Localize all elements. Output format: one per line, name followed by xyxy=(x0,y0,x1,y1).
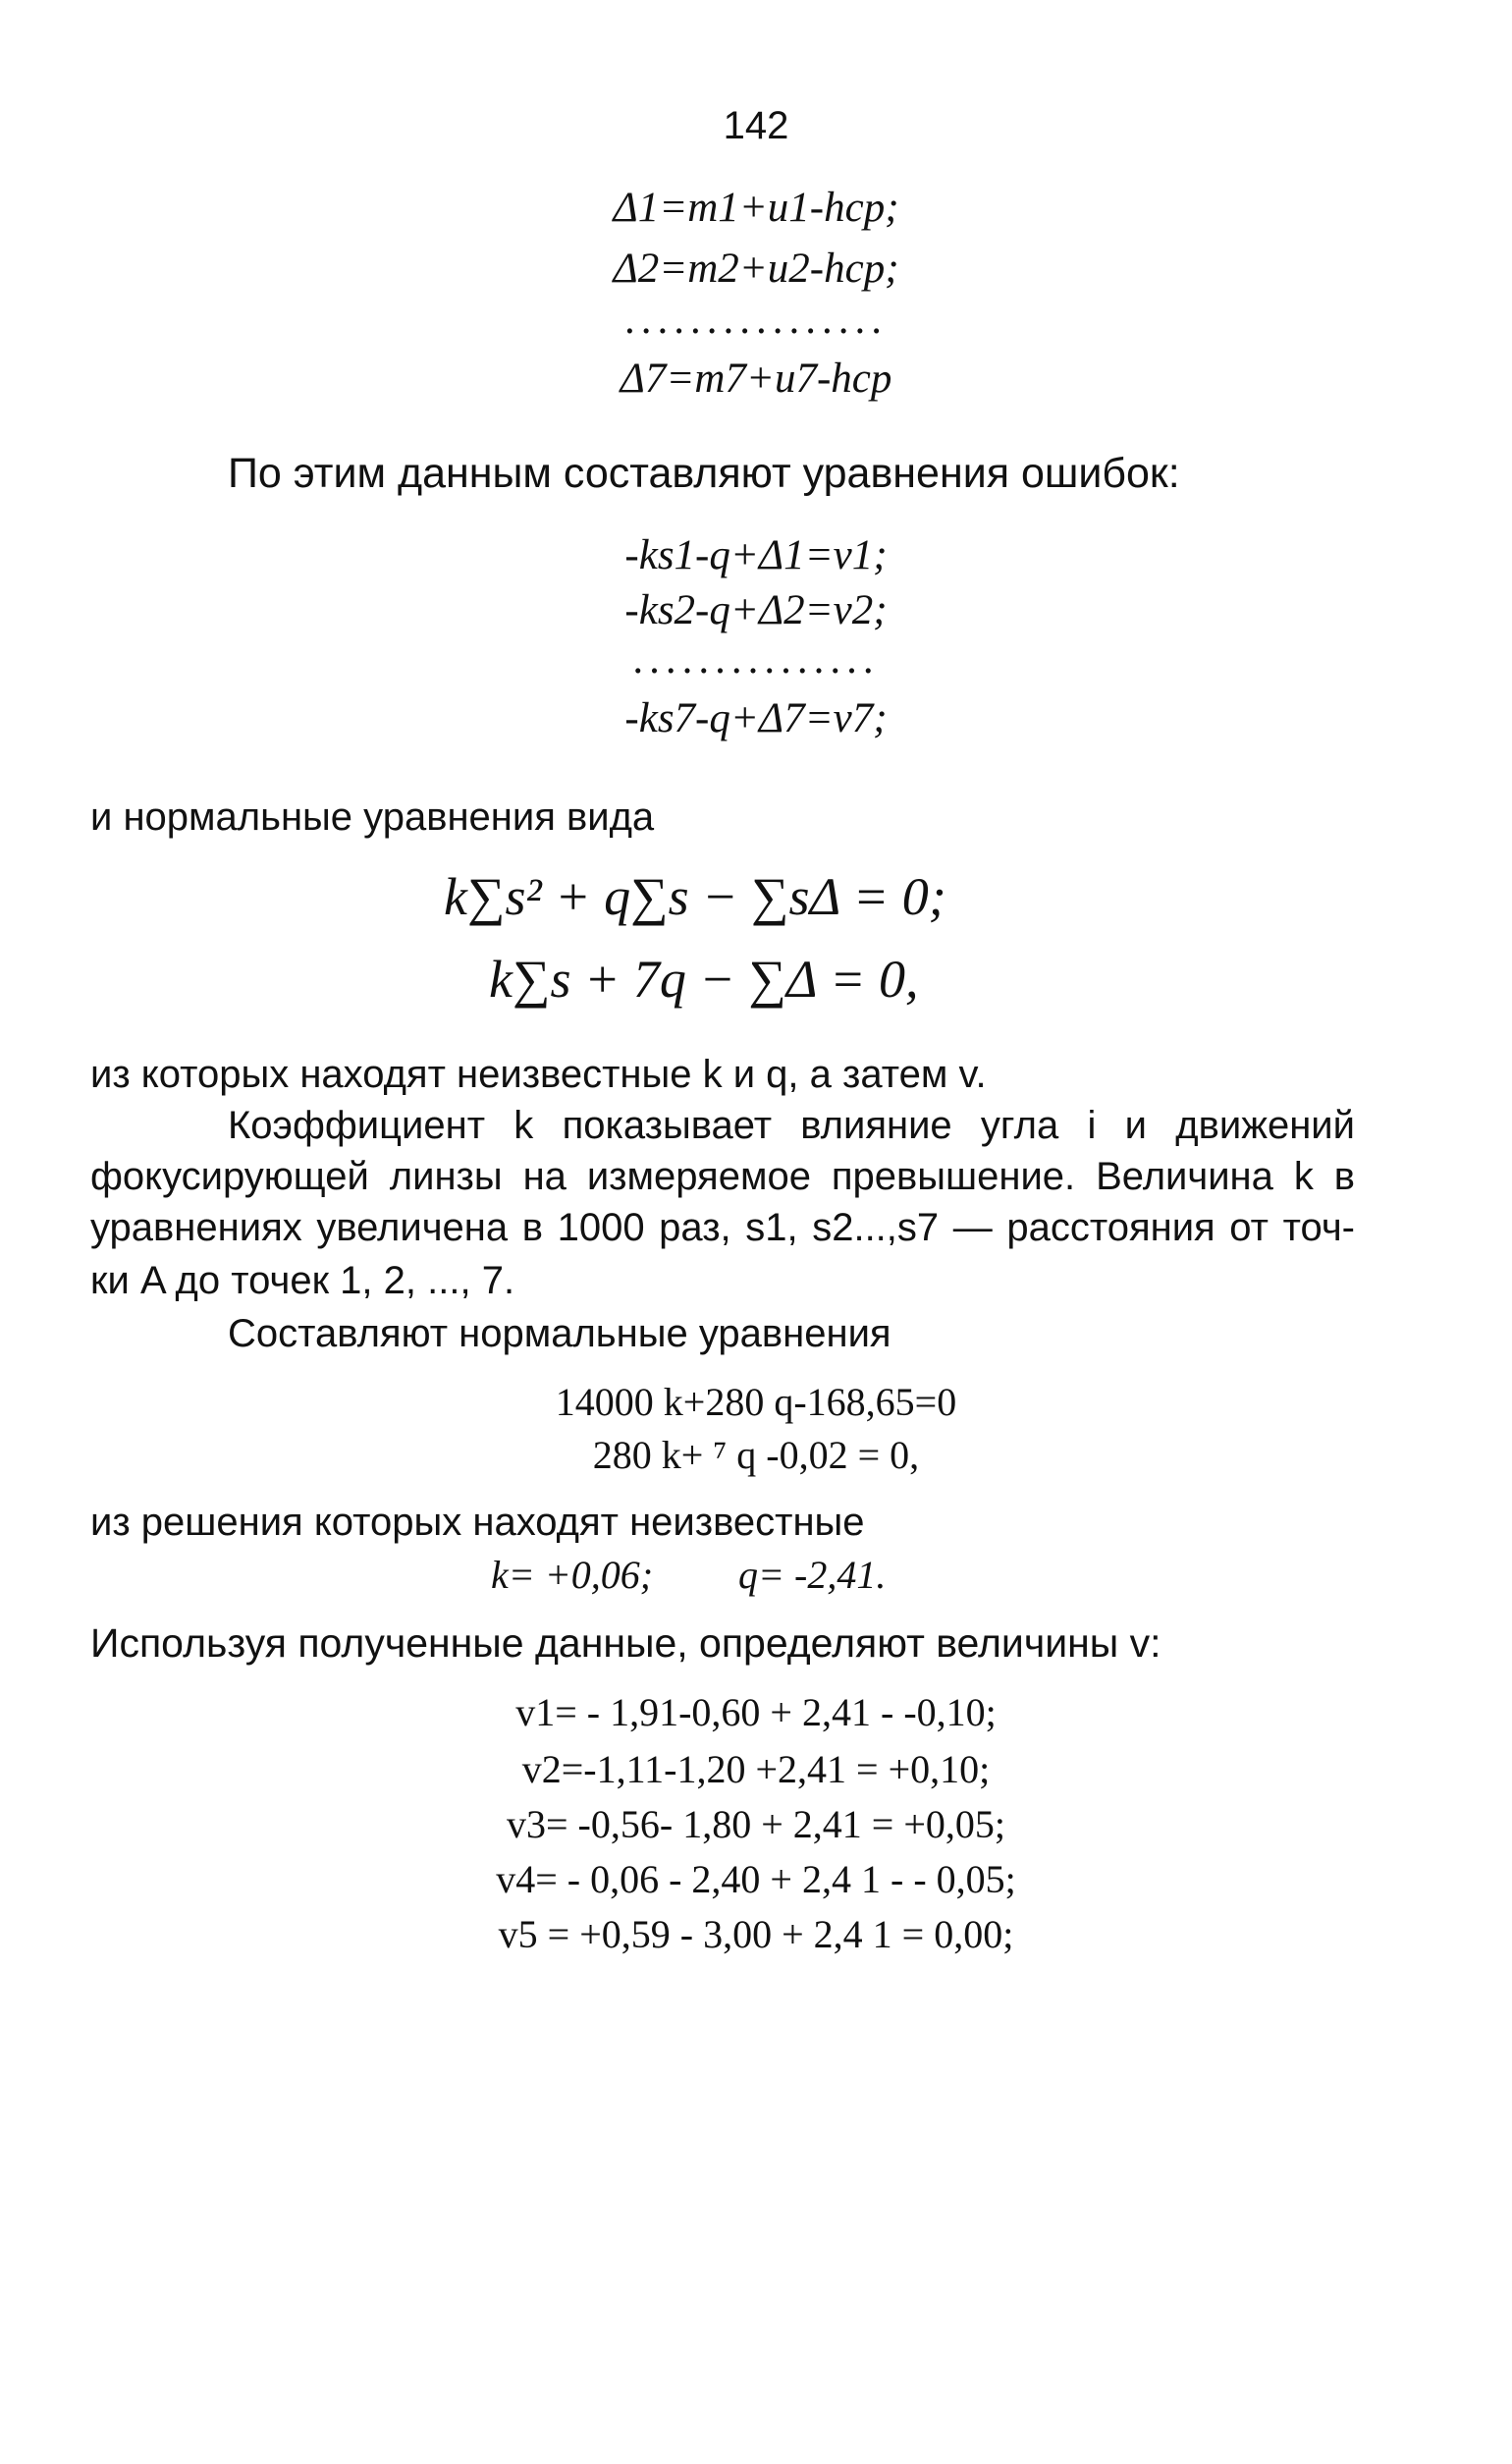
solution-k: k= +0,06; xyxy=(491,1553,654,1597)
paragraph-2-line-2: фокусирующей линзы на измеряемое превышение. Величина k в xyxy=(90,1155,1355,1198)
v-line-1: v1= - 1,91-0,60 + 2,41 - -0,10; xyxy=(515,1690,997,1734)
page-number: 142 xyxy=(723,104,789,147)
solution-intro: из решения которых находят неизвестные xyxy=(90,1501,865,1544)
normal-equations-intro: и нормальные уравнения вида xyxy=(90,795,655,839)
error-ellipsis: ............... xyxy=(632,636,880,683)
delta-equation-2: Δ2=m2+u2-hcp; xyxy=(613,246,899,292)
v-line-3: v3= -0,56- 1,80 + 2,41 = +0,05; xyxy=(507,1802,1005,1846)
numeric-equation-2: 280 k+ ⁷ q -0,02 = 0, xyxy=(592,1433,920,1477)
v-line-2: v2=-1,11-1,20 +2,41 = +0,10; xyxy=(521,1747,991,1791)
solution-q: q= -2,41. xyxy=(738,1553,887,1597)
paragraph-2-line-4: ки A до точек 1, 2, ..., 7. xyxy=(90,1259,515,1302)
paragraph-1: из которых находят неизвестные k и q, а затем v. xyxy=(90,1053,987,1096)
normal-equation-1: k∑s² + q∑s − ∑sΔ = 0; xyxy=(444,867,946,926)
error-equation-2: -ks2-q+Δ2=v2; xyxy=(624,587,888,633)
v-line-5: v5 = +0,59 - 3,00 + 2,4 1 = 0,00; xyxy=(498,1912,1014,1956)
error-equation-7: -ks7-q+Δ7=v7; xyxy=(624,695,888,741)
numeric-equation-1: 14000 k+280 q-168,65=0 xyxy=(555,1380,957,1424)
compose-normal-equations-text: Составляют нормальные уравнения xyxy=(228,1312,891,1355)
normal-equation-2: k∑s + 7q − ∑Δ = 0, xyxy=(489,950,919,1009)
v-line-4: v4= - 0,06 - 2,40 + 2,4 1 - - 0,05; xyxy=(496,1857,1016,1901)
delta-ellipsis: ................ xyxy=(624,297,888,343)
paragraph-2-line-3: уравнениях увеличена в 1000 раз, s1, s2...,s7 — расстояния от точ- xyxy=(90,1206,1355,1249)
error-equations-intro: По этим данным составляют уравнения ошибок: xyxy=(228,450,1180,497)
delta-equation-1: Δ1=m1+u1-hcp; xyxy=(613,185,899,231)
error-equation-1: -ks1-q+Δ1=v1; xyxy=(624,532,888,578)
paragraph-2-line-1: Коэффициент k показывает влияние угла i и движений xyxy=(228,1104,1355,1147)
v-intro: Используя полученные данные, определяют величины v: xyxy=(90,1620,1161,1666)
delta-equation-7: Δ7=m7+u7-hcp xyxy=(620,356,892,402)
